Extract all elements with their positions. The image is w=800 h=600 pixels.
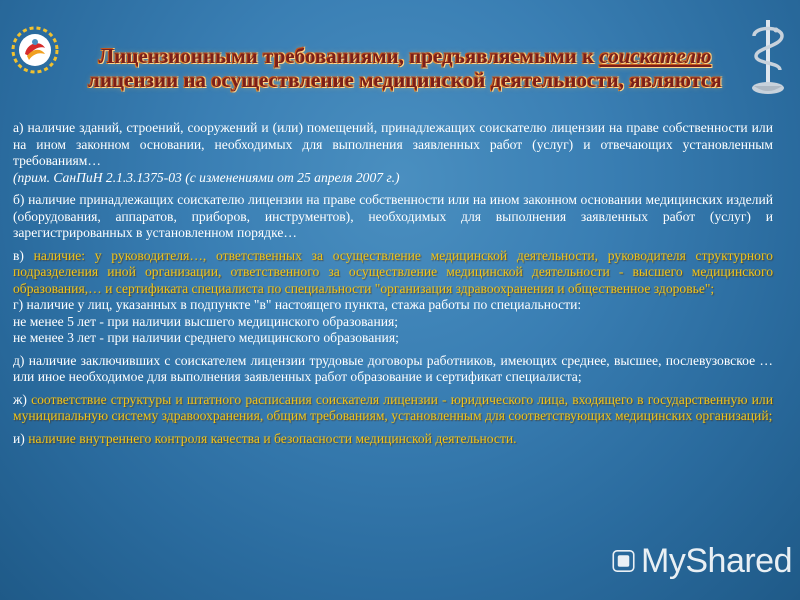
item-zh — [13, 392, 773, 425]
watermark — [612, 536, 792, 586]
item-i-prefix: и) — [13, 430, 29, 446]
item-a-note: (прим. СанПиН 2.1.3.1375-03 (с изменениями от 25 апреля 2007 г.) — [13, 169, 400, 185]
item-g-line-3: не менее 3 лет - при наличии среднего медицинского образования; — [13, 330, 399, 345]
caduceus-bowl-icon — [746, 16, 790, 98]
title-applicant-word: соискателю — [599, 44, 712, 68]
item-b: б) наличие принадлежащих соискателю лицензии на праве собственности или на ином законном основании медицинских изделий (оборудования, аппаратов, приборов, инструментов), необходимых для выполнения заявленных работ (услуг) и зарегистрированных в установленном порядке… — [13, 192, 773, 240]
item-a: а) наличие зданий, строений, сооружений и (или) помещений, принадлежащих соискателю лицензии на праве собственности или на ином законном основании, необходимых для выполнения заявленных работ (услуг) и отвечающих установленным требованиям… — [13, 120, 773, 168]
item-i — [13, 431, 773, 448]
title-line-1 — [60, 44, 750, 68]
item-g-line-1: г) наличие у лиц, указанных в подпункте "в" настоящего пункта, стажа работы по специальности: — [13, 297, 582, 312]
title-line-2: лицензии на осуществление медицинской деятельности, являются — [88, 68, 722, 92]
slide-title — [60, 44, 750, 92]
item-v — [13, 248, 773, 298]
item-zh-prefix: ж) — [13, 391, 32, 407]
item-v-text: наличие: у руководителя…, ответственных за осуществление медицинской деятельности, руководителя структурного подразделения иной организации, ответственного за осуществление медицинской деятельности - высшего медицинского образования,… и сертификата специалиста по специальности "организация здравоохранения и общественное здоровье"; — [13, 247, 773, 296]
item-d: д) наличие заключивших с соискателем лицензии трудовые договоры работников, имеющих среднее, высшее, послевузовское … или иное необходимое для выполнения заявленных работ образование и сертификат специалиста; — [13, 352, 773, 384]
item-zh-text: соответствие структуры и штатного расписания соискателя лицензии - юридического лица, входящего в государственную или муниципальную систему здравоохранения, общим требованиям, установленным для соответствующих медицинских организаций; — [13, 391, 773, 423]
watermark-logo-icon — [612, 543, 635, 579]
title-prefix: Лицензионными требованиями, предъявляемыми к — [98, 44, 600, 68]
medical-emblem-icon — [10, 22, 60, 82]
item-g-line-2: не менее 5 лет - при наличии высшего медицинского образования; — [13, 313, 399, 329]
requirements-list — [13, 120, 773, 447]
item-i-text: наличие внутреннего контроля качества и безопасности медицинской деятельности. — [28, 430, 517, 446]
watermark-text: MyShared — [641, 541, 792, 580]
item-v-prefix: в) — [13, 247, 34, 263]
